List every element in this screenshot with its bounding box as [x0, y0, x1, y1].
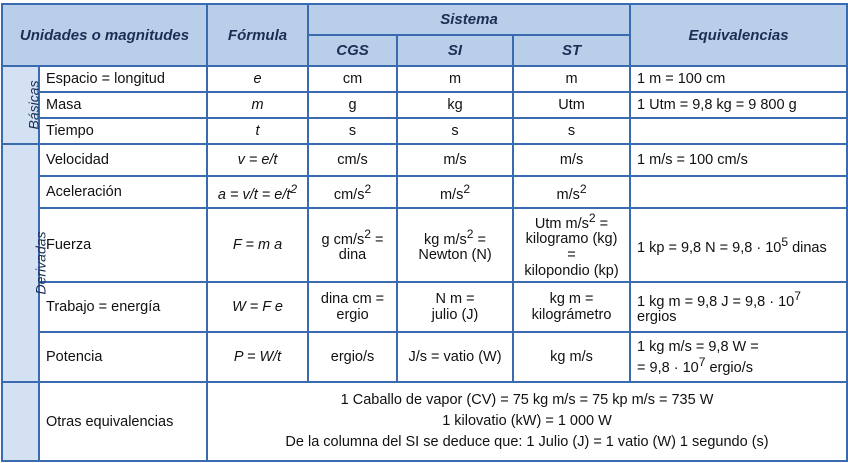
equivalence-text: = 9,8 · 10: [637, 359, 699, 376]
st-cell: [513, 176, 630, 208]
si-cell: [397, 282, 513, 332]
header-st: ST: [513, 35, 630, 66]
st-cell: [513, 208, 630, 282]
unit-name: Fuerza: [39, 208, 207, 282]
cgs-cell: [308, 176, 397, 208]
si-line-1: N m =: [435, 291, 475, 307]
si-line-2: Newton (N): [418, 247, 492, 264]
unit-name: Aceleración: [39, 176, 207, 208]
formula-exponent: 2: [290, 181, 298, 196]
si-text: m/s: [439, 186, 464, 203]
formula-cell: v = e/t: [207, 144, 308, 176]
header-unidades: Unidades o magnitudes: [2, 4, 207, 66]
st-line-2: kilogramo (kg) =: [525, 231, 618, 264]
cgs-cell: s: [308, 118, 397, 144]
st-text: Utm m/s: [534, 215, 589, 232]
units-table: [1, 3, 848, 462]
formula-cell: W = F e: [207, 282, 308, 332]
equivalence-cell: 1 Utm = 9,8 kg = 9 800 g: [630, 92, 847, 118]
si-exponent: 2: [466, 226, 474, 241]
header-cgs: CGS: [308, 35, 397, 66]
cgs-exponent: 2: [364, 181, 372, 196]
row-fuerza: [2, 208, 847, 282]
cgs-line-2: dina: [338, 247, 367, 264]
cgs-cell: [308, 208, 397, 282]
row-otras: [2, 382, 847, 461]
equivalence-unit: ergio/s: [705, 359, 753, 376]
formula-cell: [207, 176, 308, 208]
row-potencia: [2, 332, 847, 382]
unit-name: Espacio = longitud: [39, 66, 207, 92]
equivalence-unit: dinas: [788, 239, 827, 256]
equivalence-text: 1 kg m = 9,8 J = 9,8 · 10: [637, 293, 795, 310]
group-derivadas: [2, 144, 49, 382]
cgs-line-1: [315, 227, 390, 248]
header-equivalencias: Equivalencias: [630, 4, 847, 66]
group-derivadas-label: Derivadas: [32, 230, 49, 295]
group-otras-blank: [2, 382, 39, 461]
equivalence-line-1: 1 kg m/s = 9,8 W =: [637, 338, 759, 355]
cgs-line-2: ergio: [336, 307, 369, 323]
si-cell: m: [397, 66, 513, 92]
formula-cell: m: [207, 92, 308, 118]
otras-label: Otras equivalencias: [39, 382, 207, 461]
si-cell: m/s: [397, 144, 513, 176]
otras-content: [207, 382, 847, 461]
equivalence-text: 1 kp = 9,8 N = 9,8 · 10: [637, 239, 782, 256]
st-cell: kg m/s: [513, 332, 630, 382]
formula-cell: F = m a: [207, 208, 308, 282]
st-cell: m: [513, 66, 630, 92]
st-exponent: 2: [588, 210, 596, 225]
unit-name: Velocidad: [39, 144, 207, 176]
cgs-cell: [308, 282, 397, 332]
row-trabajo: [2, 282, 847, 332]
cgs-equals: =: [370, 231, 384, 248]
equivalence-cell: [630, 332, 847, 382]
cgs-cell: cm/s: [308, 144, 397, 176]
equivalence-cell: 1 m = 100 cm: [630, 66, 847, 92]
st-line-2: kilográmetro: [531, 307, 612, 323]
group-basicas-label: Básicas: [25, 79, 42, 130]
formula-text: a = v/t = e/t: [217, 186, 291, 203]
equivalence-cell: [630, 118, 847, 144]
st-cell: [513, 282, 630, 332]
equivalence-exponent: 5: [781, 234, 789, 249]
cgs-cell: g: [308, 92, 397, 118]
si-line-1: [404, 227, 506, 248]
unit-name: Masa: [39, 92, 207, 118]
equivalence-line-1: [637, 289, 840, 310]
cgs-text: cm/s: [333, 186, 365, 203]
si-cell: kg: [397, 92, 513, 118]
si-cell: J/s = vatio (W): [397, 332, 513, 382]
otras-line-1: 1 Caballo de vapor (CV) = 75 kg m/s = 75 kp m/s = 735 W: [340, 392, 714, 408]
unit-name: Potencia: [39, 332, 207, 382]
st-line-3: kilopondio (kp): [524, 263, 619, 280]
unit-name: Tiempo: [39, 118, 207, 144]
row-masa: [2, 92, 847, 118]
si-cell: [397, 176, 513, 208]
formula-cell: P = W/t: [207, 332, 308, 382]
row-tiempo: [2, 118, 847, 144]
st-text: m/s: [556, 186, 580, 203]
row-espacio: [2, 66, 847, 92]
si-equals: =: [473, 231, 486, 248]
header-si: SI: [397, 35, 513, 66]
cgs-exponent: 2: [364, 226, 371, 241]
si-exponent: 2: [463, 181, 471, 196]
equivalence-exponent: 7: [794, 288, 801, 303]
otras-line-2: 1 kilovatio (kW) = 1 000 W: [442, 413, 612, 429]
st-cell: s: [513, 118, 630, 144]
st-cell: Utm: [513, 92, 630, 118]
si-line-2: julio (J): [431, 307, 479, 323]
st-line-1: kg m =: [549, 291, 594, 307]
otras-line-3: De la columna del SI se deduce que: 1 Julio (J) = 1 vatio (W) 1 segundo (s): [285, 434, 769, 450]
group-basicas: [2, 66, 42, 144]
formula-cell: e: [207, 66, 308, 92]
row-velocidad: [2, 144, 847, 176]
equivalence-cell: 1 m/s = 100 cm/s: [630, 144, 847, 176]
header-sistema: Sistema: [308, 4, 630, 35]
cgs-line-1: dina cm =: [320, 291, 385, 307]
st-exponent: 2: [579, 181, 587, 196]
st-cell: m/s: [513, 144, 630, 176]
row-aceleracion: [2, 176, 847, 208]
equivalence-cell: [630, 176, 847, 208]
unit-name: Trabajo = energía: [39, 282, 207, 332]
equivalence-exponent: 7: [698, 354, 706, 369]
equivalence-line-2: [637, 355, 840, 376]
st-equals: =: [595, 215, 609, 232]
formula-cell: t: [207, 118, 308, 144]
equivalence-cell: [630, 208, 847, 282]
st-line-1: [520, 211, 623, 232]
si-text: kg m/s: [424, 231, 467, 248]
si-cell: [397, 208, 513, 282]
header-formula: Fórmula: [207, 4, 308, 66]
cgs-cell: ergio/s: [308, 332, 397, 382]
cgs-text: g cm/s: [321, 231, 365, 248]
equivalence-cell: [630, 282, 847, 332]
cgs-cell: cm: [308, 66, 397, 92]
equivalence-line-2: ergios: [637, 309, 677, 326]
si-cell: s: [397, 118, 513, 144]
